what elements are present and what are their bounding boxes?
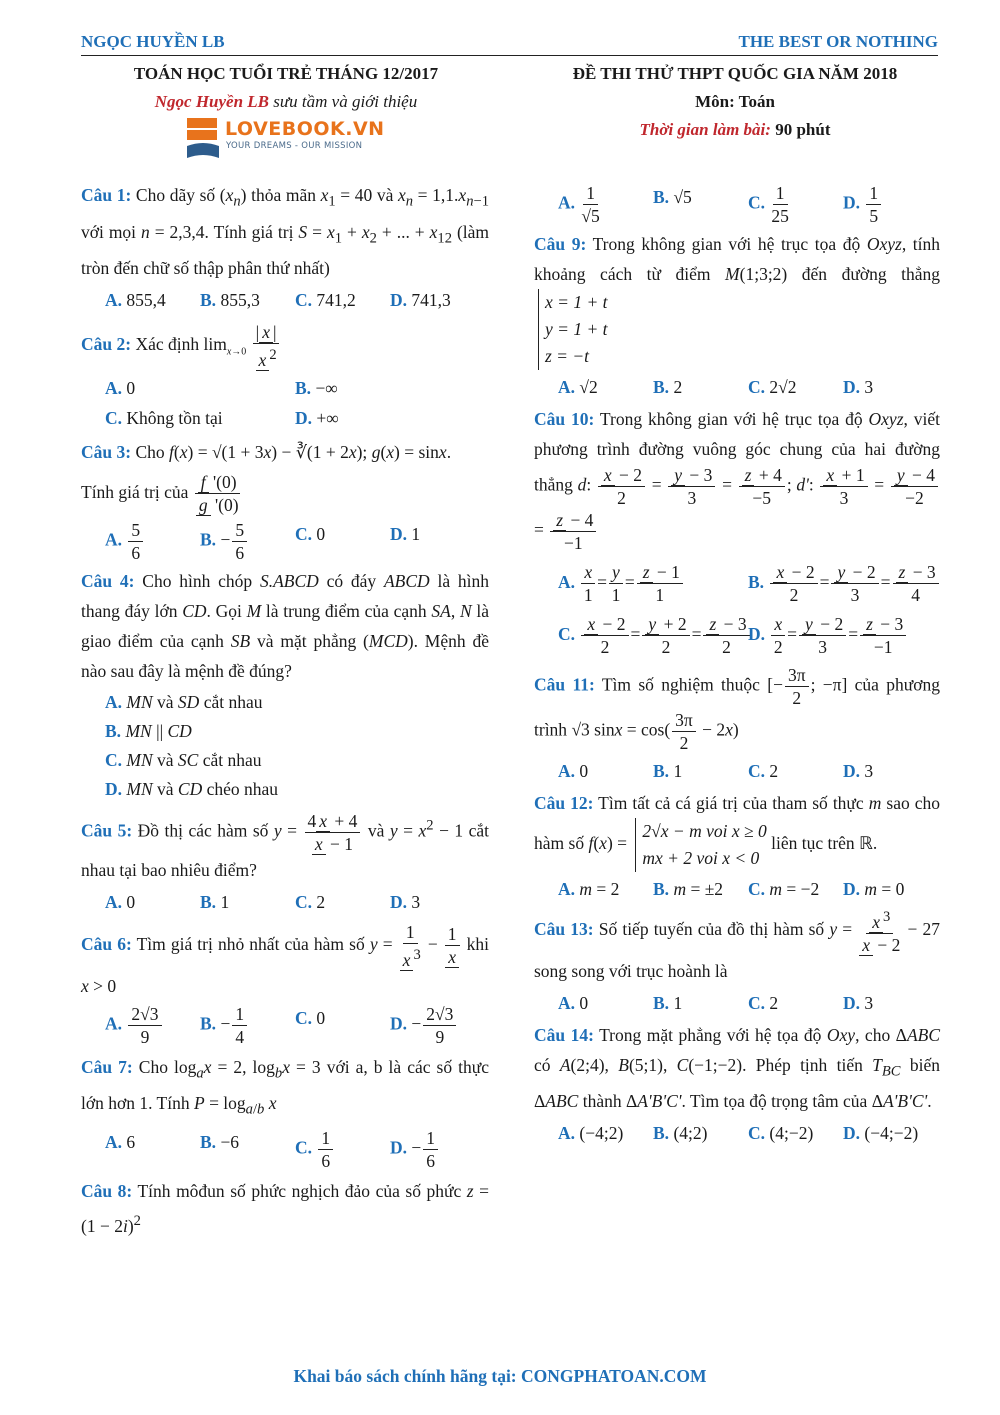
option-c[interactable]: C. 2 — [748, 761, 779, 781]
option-d[interactable]: D. 3 — [390, 891, 421, 912]
option-a[interactable]: A. $\frac{2√3}{9}$ — [105, 1003, 200, 1048]
option-a[interactable]: A. 6 — [105, 1131, 136, 1152]
question-7: Câu 7: Cho $\log_ax = 2$, $\log_bx = 3$ với a, b là các số thực lớn hơn 1. Tính $P = \log_{a/b} x$ — [81, 1056, 490, 1118]
option-c[interactable]: C. m = −2 — [748, 879, 820, 899]
question-10-options — [534, 556, 940, 660]
option-d[interactable]: D. 3 — [843, 761, 874, 781]
header-right-column — [530, 60, 940, 144]
option-c[interactable]: C. 2 — [295, 891, 326, 912]
option-d[interactable]: D. 3 — [843, 992, 874, 1013]
author-sub: sưu tầm và giới thiệu — [273, 92, 418, 111]
option-a[interactable]: A. m = 2 — [558, 879, 620, 899]
lovebook-logo — [185, 116, 395, 162]
option-c[interactable]: C. 2√2 — [748, 377, 797, 397]
option-b[interactable]: B. 1 — [200, 891, 230, 912]
option-b[interactable]: B. 1 — [653, 761, 683, 781]
question-6: Câu 6: Tìm giá trị nhỏ nhất của hàm số y = $\frac{1}{x ^3}$ − $\frac{1}{x}$ khi x > 0 — [81, 921, 490, 996]
option-b[interactable]: B. MN || CD — [105, 720, 192, 741]
question-13-options — [534, 988, 940, 1018]
question-13: Câu 13: Số tiếp tuyến của đồ thị hàm số y = $\frac{x ^3}{x - 2}$ − 27 song song với trục hoành là — [534, 906, 940, 986]
option-b[interactable]: B. − $\frac{1}{4}$ — [200, 1003, 295, 1048]
author-name: Ngọc Huyền LB — [154, 92, 270, 111]
option-d[interactable]: D. 741,3 — [390, 290, 451, 310]
option-c[interactable]: C. 0 — [295, 1007, 326, 1028]
option-a[interactable]: A. $\frac{1}{√5}$ — [558, 183, 600, 226]
option-a[interactable]: A. √2 — [558, 377, 598, 397]
option-d[interactable]: D. $\frac{x}{2}$ = $\frac{y - 2}{3}$ = $\frac{z - 3}{-1}$ — [748, 608, 938, 660]
option-c[interactable]: C. $\frac{1}{6}$ — [295, 1127, 390, 1172]
question-12: Câu 12: Tìm tất cả cá giá trị của tham số thực m sao cho hàm số f(x) = 2√x − m voi x ≥ 0 mx + 2 voi x < 0 liên tục trên ℝ. — [534, 788, 940, 872]
question-1-options — [81, 285, 489, 315]
option-c[interactable]: C. $\frac{x - 2}{2}$ = $\frac{y + 2}{2}$ = $\frac{z - 3}{2}$ — [558, 608, 748, 660]
header-divider — [81, 55, 938, 56]
option-a[interactable]: A. (−4;2) — [558, 1123, 624, 1144]
option-a[interactable]: A. 0 — [105, 377, 136, 398]
option-b[interactable]: B. 2 — [653, 377, 683, 397]
left-column — [81, 180, 489, 1242]
option-d[interactable]: D. +∞ — [295, 407, 339, 428]
footer-link[interactable]: Khai báo sách chính hãng tại: CONGPHATOAN.COM — [293, 1366, 707, 1386]
header-left: NGỌC HUYỀN LB — [81, 32, 225, 51]
option-d[interactable]: D. (−4;−2) — [843, 1123, 919, 1144]
option-a[interactable]: A. 855,4 — [105, 290, 166, 310]
option-b[interactable]: B. $\frac{x - 2}{2}$ = $\frac{y - 2}{3}$ = $\frac{z - 3}{4}$ — [748, 556, 938, 608]
option-b[interactable]: B. (4;2) — [653, 1123, 708, 1144]
question-8: Câu 8: Tính môđun số phức nghịch đảo của số phức $z = (1 - 2i)^2$ — [81, 1180, 490, 1236]
option-d[interactable]: D. 3 — [843, 377, 874, 397]
option-b[interactable]: B. √5 — [653, 187, 692, 207]
question-4-options — [81, 688, 489, 804]
option-c[interactable]: C. Không tồn tại — [105, 407, 223, 428]
running-header — [81, 32, 938, 54]
option-d[interactable]: D. MN và CD chéo nhau — [105, 778, 279, 799]
header-right: THE BEST OR NOTHING — [738, 32, 938, 51]
logo-tagline: YOUR DREAMS - OUR MISSION — [226, 141, 363, 151]
option-d[interactable]: D. 1 — [390, 523, 421, 544]
author-line — [81, 88, 491, 116]
right-column — [534, 180, 940, 1150]
question-11: Câu 11: Tìm số nghiệm thuộc [− $\frac{3\pi}{2}$ ; −π] của phương trình √3 sinx = cos( $\frac{3\pi}{2}$ − 2x) — [534, 665, 940, 753]
question-5: Câu 5: Đồ thị các hàm số y = $\frac{4 x + 4}{x - 1}$ và $y = x^2 - 1$ cắt nhau tại bao nhiêu điểm? — [81, 810, 490, 880]
question-8-options — [534, 182, 940, 227]
option-c[interactable]: C. 741,2 — [295, 290, 356, 310]
option-b[interactable]: B. m = ±2 — [653, 879, 724, 899]
question-9: Câu 9: Trong không gian với hệ trục tọa độ Oxyz, tính khoảng cách từ điểm M(1;3;2) đến đường thẳng x = 1 + t y = 1 + t z = −t — [534, 229, 940, 370]
header-left-column — [81, 60, 491, 116]
question-14: Câu 14: Trong mặt phẳng với hệ tọa độ Oxy, cho ΔABC có A(2;4), B(5;1), C(−1;−2). Phép tịnh tiến $T_{BC}$ biến ΔABC thành ΔA'B'C'. Tìm tọa độ trọng tâm của ΔA'B'C'. — [534, 1024, 940, 1112]
book-icon — [185, 116, 223, 162]
question-2-options — [81, 373, 489, 433]
option-c[interactable]: C. 0 — [295, 523, 326, 544]
question-6-options — [81, 1003, 489, 1048]
exam-subject: Môn: Toán — [695, 92, 775, 111]
option-c[interactable]: C. MN và SC cắt nhau — [105, 749, 262, 770]
question-2: Câu 2: Xác định $\lim_{x\to 0}$ $\frac{| x |}{x ^2}$ — [81, 321, 489, 371]
question-12-options — [534, 874, 940, 904]
option-b[interactable]: B. −6 — [200, 1131, 240, 1152]
logo-brand: LOVEBOOK.VN — [225, 118, 385, 140]
option-c[interactable]: C. 2 — [748, 992, 779, 1013]
question-3: Câu 3: Cho f(x) = √(1 + 3x) − ∛(1 + 2x); g(x) = sinx. Tính giá trị của $\frac{f '(0)}{g '(0)}$ — [81, 441, 452, 516]
question-5-options — [81, 887, 489, 917]
option-b[interactable]: B. −∞ — [295, 377, 338, 398]
option-a[interactable]: A. 0 — [558, 992, 589, 1013]
exam-source-title: TOÁN HỌC TUỔI TRẺ THÁNG 12/2017 — [133, 64, 439, 83]
question-9-options — [534, 372, 940, 402]
option-a[interactable]: A. $\frac{5}{6}$ — [105, 519, 200, 564]
option-a[interactable]: A. MN và SD cắt nhau — [105, 691, 263, 712]
option-c[interactable]: C. $\frac{1}{25}$ — [748, 183, 789, 226]
question-7-options — [81, 1127, 489, 1172]
option-a[interactable]: A. 0 — [105, 891, 136, 912]
option-a[interactable]: A. $\frac{x}{1}$ = $\frac{y}{1}$ = $\frac{z - 1}{1}$ — [558, 556, 748, 608]
question-1: Câu 1: Cho dãy số $(x_n)$ thỏa mãn $x_1 = 40$ và $x_n = 1,1.x_{n-1}$ với mọi n = 2,3,4. Tính giá trị $S = x_1 + x_2$ + ... + $x_{12}$ (làm tròn đến chữ số thập phân thứ nhất) — [81, 185, 490, 278]
option-d[interactable]: D. m = 0 — [843, 879, 905, 899]
question-4: Câu 4: Cho hình chóp S.ABCD có đáy ABCD là hình thang đáy lớn CD. Gọi M là trung điểm của cạnh SA, N là giao điểm của cạnh SB và mặt phẳng (MCD). Mệnh đề nào sau đây là mệnh đề đúng? — [81, 570, 489, 681]
option-d[interactable]: D. − $\frac{2√3}{9}$ — [390, 1003, 485, 1048]
question-11-options — [534, 756, 940, 786]
option-c[interactable]: C. (4;−2) — [748, 1123, 814, 1144]
option-b[interactable]: B. − $\frac{5}{6}$ — [200, 519, 295, 564]
question-3-options — [81, 519, 489, 564]
question-10: Câu 10: Trong không gian với hệ trục tọa độ Oxyz, viết phương trình đường vuông góc chung của hai đường thẳng d: $\frac{x - 2}{2}$ = $\frac{y - 3}{3}$ = $\frac{z + 4}{-5}$ ; d': $\frac{x + 1}{3}$ = $\frac{y - 4}{-2}$ = $\frac{z - 4}{-1}$ — [534, 409, 941, 553]
option-b[interactable]: B. 855,3 — [200, 290, 260, 310]
option-d[interactable]: D. − $\frac{1}{6}$ — [390, 1127, 485, 1172]
exam-time: Thời gian làm bài: 90 phút — [639, 120, 831, 139]
option-b[interactable]: B. 1 — [653, 992, 683, 1013]
exam-title: ĐỀ THI THỬ THPT QUỐC GIA NĂM 2018 — [572, 64, 898, 83]
option-a[interactable]: A. 0 — [558, 761, 589, 781]
question-14-options — [534, 1118, 940, 1148]
option-d[interactable]: D. $\frac{1}{5}$ — [843, 182, 938, 227]
